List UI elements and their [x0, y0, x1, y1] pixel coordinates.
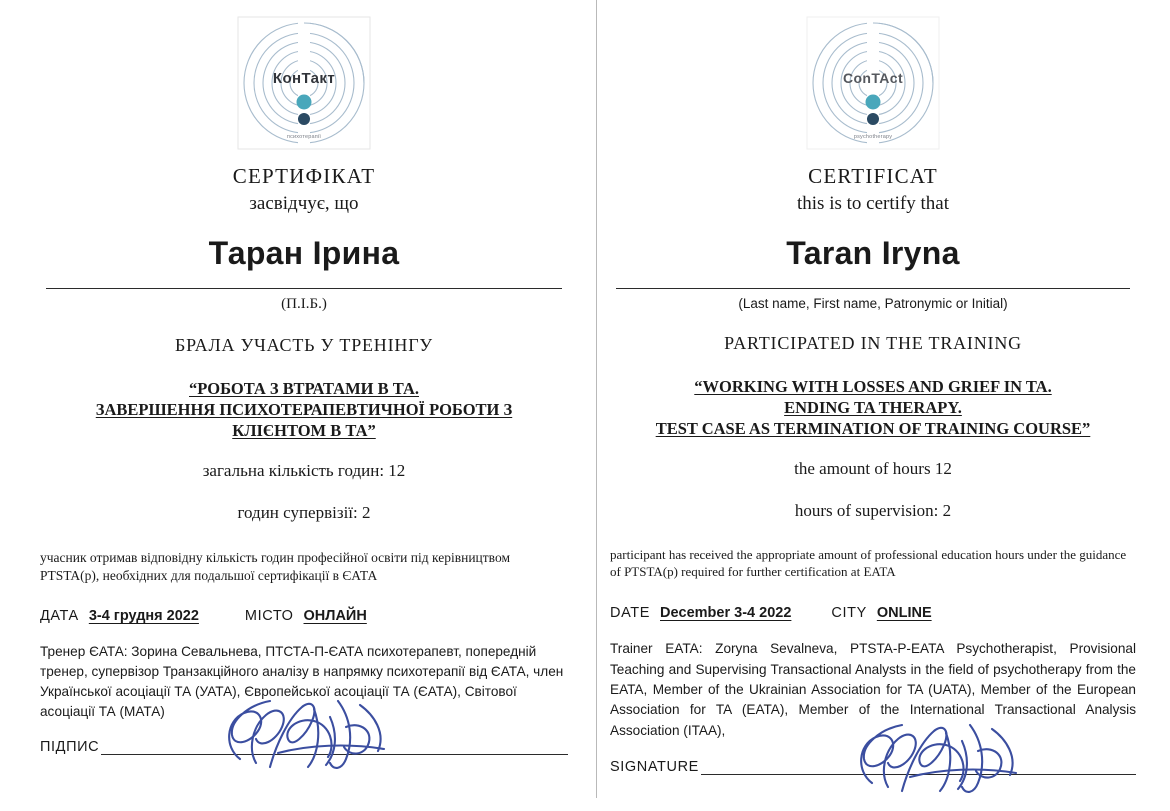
hours-total-en: the amount of hours 12: [794, 459, 952, 479]
training-title-line-3-en: TEST CASE AS TERMINATION OF TRAINING COURSE”: [655, 419, 1091, 439]
disclaimer-ua: учасник отримав відповідну кількість годин професійної освіти під керівництвом PTSTA(p), необхідних для подальшої сертифікації в ЄАТА: [40, 550, 510, 583]
training-title-en: [610, 376, 1136, 439]
date-city-row-en: [610, 605, 1136, 621]
date-value-ua: 3-4 грудня 2022: [88, 608, 199, 625]
date-label-en: DATE: [610, 605, 650, 622]
disclaimer-en: participant has received the appropriate amount of professional education hours under the guidance of PTSTA(p) required for further certification at EATA: [610, 547, 1127, 580]
city-label-ua: МІСТО: [244, 608, 294, 625]
name-caption-en: (Last name, First name, Patronymic or Initial): [738, 296, 1008, 311]
date-city-row-ua: [40, 608, 568, 624]
holder-name-en: Taran Iryna: [786, 235, 960, 271]
city-label-en: CITY: [831, 605, 867, 622]
training-title-line-1: “РОБОТА З ВТРАТАМИ В ТА.: [189, 379, 419, 398]
signature-row-en: [610, 759, 1136, 775]
participation-line-en: PARTICIPATED IN THE TRAINING: [724, 333, 1022, 353]
name-rule-ua: [46, 288, 562, 289]
hours-total-ua: загальна кількість годин: 12: [202, 461, 406, 481]
training-title-line-2-en: ENDING TA THERAPY.: [784, 398, 962, 418]
city-value-en: ONLINE: [876, 605, 932, 622]
hours-supervision-en: hours of supervision: 2: [794, 501, 952, 521]
certificate-subtitle-ua: засвідчує, що: [249, 193, 359, 214]
name-caption-ua: (П.І.Б.): [281, 296, 327, 312]
certificate-title-ua: СЕРТИФІКАТ: [232, 164, 376, 188]
hours-supervision-ua: годин супервізії: 2: [237, 503, 371, 523]
logo-wordmark-en: ConTAct: [842, 70, 904, 86]
logo-container-en: [610, 16, 1136, 150]
certificate-subtitle-en: this is to certify that: [797, 193, 949, 214]
trainer-info-en: Trainer EATA: Zoryna Sevalneva, PTSTA-P-EATA Psychotherapist, Provisional Teaching and Supervising Transactional Analysts in the field of psychotherapy from the EATA, Member of the Ukrainian Association for TA (UATA), Member of the European Association for TA (EATA), Member of the International Transactional Analysis Association (ITAA),: [610, 641, 1136, 738]
logo-subtext-ua: психотерапії: [286, 134, 322, 140]
signature-line-ua: [101, 740, 568, 755]
certificate-english: [596, 0, 1170, 798]
holder-name-ua: Таран Ірина: [208, 235, 400, 271]
logo-subtext-en: psychotherapy: [853, 134, 893, 140]
city-value-ua: ОНЛАЙН: [303, 608, 367, 625]
participation-line-ua: БРАЛА УЧАСТЬ У ТРЕНІНГУ: [175, 335, 433, 355]
training-title-line-2: ЗАВЕРШЕННЯ ПСИХОТЕРАПЕВТИЧНОЇ РОБОТИ З: [95, 400, 513, 420]
name-rule-en: [616, 288, 1130, 289]
trainer-info-ua: Тренер ЄАТА: Зорина Севальнева, ПТСТА-П-ЄАТА психотерапевт, попередній тренер, супервізор Транзакційного аналізу в напрямку психотерапії від ЄАТА, член Української асоціації ТА (УАТА), Європейської асоціації ТА (ЄАТА), Світової асоціації ТА (МАТА): [40, 644, 564, 719]
certificate-title-en: CERTIFICAT: [808, 164, 938, 188]
logo-container-ua: [40, 16, 568, 150]
training-title-line-1-en: “WORKING WITH LOSSES AND GRIEF IN TA.: [694, 377, 1052, 396]
date-value-en: December 3-4 2022: [660, 605, 792, 622]
signature-row-ua: [40, 739, 568, 755]
signature-label-en: SIGNATURE: [610, 759, 699, 776]
contact-logo-icon: [237, 16, 371, 150]
logo-wordmark-ua: КонТакт: [272, 70, 336, 87]
date-label-ua: ДАТА: [40, 608, 79, 625]
signature-line-en: [701, 760, 1136, 775]
training-title-line-3: КЛІЄНТОМ В ТА”: [232, 421, 376, 441]
signature-label-ua: ПІДПИС: [40, 739, 100, 756]
contact-logo-icon-en: [806, 16, 940, 150]
training-title-ua: [40, 378, 568, 441]
